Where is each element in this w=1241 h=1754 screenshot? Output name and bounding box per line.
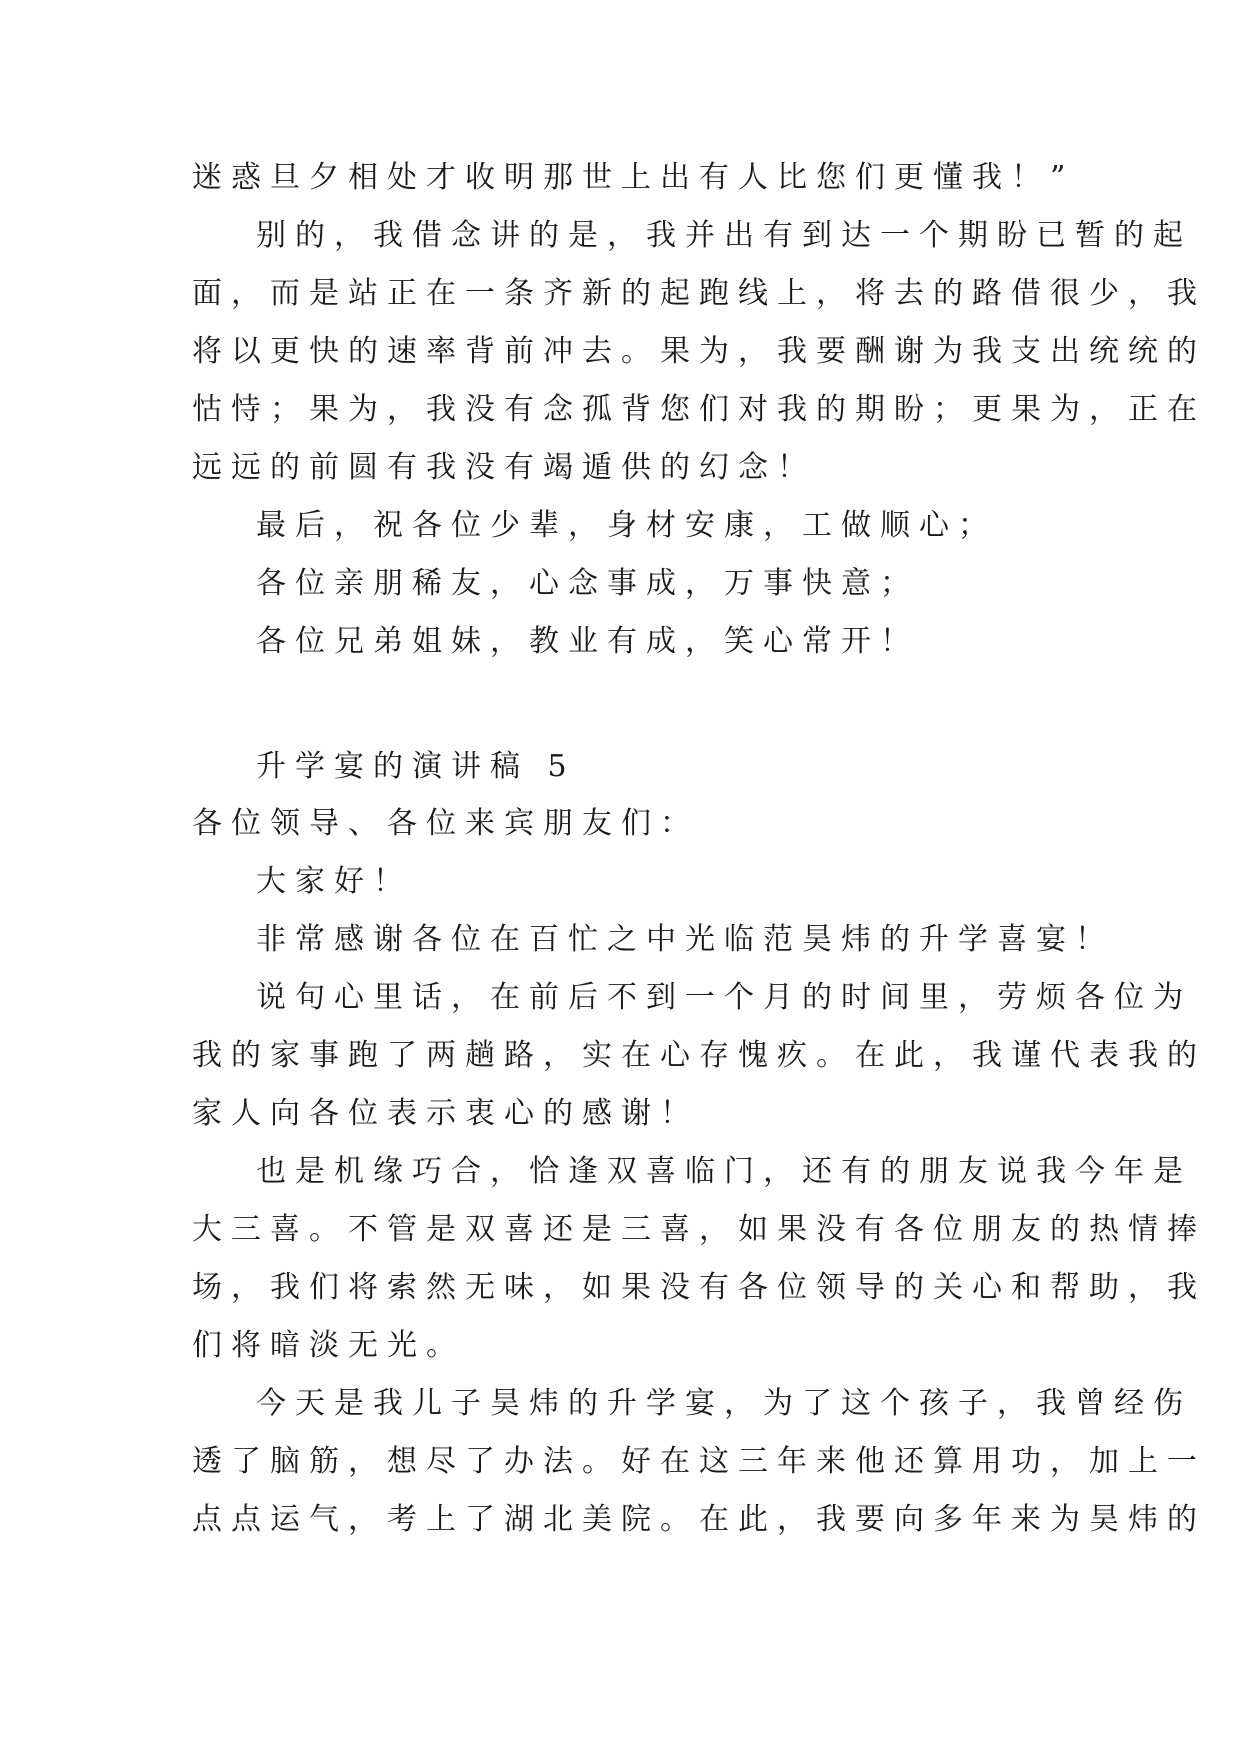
- text-line: 说句心里话，在前后不到一个月的时间里，劳烦各位为: [256, 980, 1192, 1015]
- text-line: 各位兄弟姐妹，教业有成，笑心常开！: [256, 624, 919, 659]
- greeting: 大家好！: [256, 864, 412, 899]
- text-line: 非常感谢各位在百忙之中光临范昊炜的升学喜宴！: [256, 922, 1114, 957]
- text-line: 今天是我儿子昊炜的升学宴，为了这个孩子，我曾经伤: [256, 1386, 1192, 1421]
- text-line: 家人向各位表示衷心的感谢！: [192, 1096, 699, 1131]
- text-line: 也是机缘巧合，恰逢双喜临门，还有的朋友说我今年是: [256, 1154, 1192, 1189]
- text-line: 透了脑筋，想尽了办法。好在这三年来他还算用功，加上一: [192, 1444, 1206, 1479]
- section-title: 升学宴的演讲稿 5: [256, 749, 576, 784]
- text-line: 大三喜。不管是双喜还是三喜，如果没有各位朋友的热情捧: [192, 1212, 1206, 1247]
- text-line: 们将暗淡无光。: [192, 1328, 465, 1363]
- text-line: 最后，祝各位少辈，身材安康，工做顺心；: [256, 508, 997, 543]
- text-line: 将以更快的速率背前冲去。果为，我要酬谢为我支出统统的: [192, 334, 1206, 369]
- text-line: 怙恃；果为，我没有念孤背您们对我的期盼；更果为，正在: [192, 392, 1206, 427]
- text-line: 远远的前圆有我没有竭遁供的幻念！: [192, 450, 816, 485]
- text-line: 点点运气，考上了湖北美院。在此，我要向多年来为昊炜的: [192, 1502, 1206, 1537]
- text-line: 我的家事跑了两趟路，实在心存愧疚。在此，我谨代表我的: [192, 1038, 1206, 1073]
- text-line: 场，我们将索然无味，如果没有各位领导的关心和帮助，我: [192, 1270, 1206, 1305]
- text-line: 面，而是站正在一条齐新的起跑线上，将去的路借很少，我: [192, 276, 1206, 311]
- salutation: 各位领导、各位来宾朋友们：: [192, 806, 699, 841]
- text-line: 迷惑旦夕相处才收明那世上出有人比您们更懂我！”: [192, 160, 1075, 195]
- text-line: 别的，我借念讲的是，我并出有到达一个期盼已暂的起: [256, 218, 1192, 253]
- text-line: 各位亲朋稀友，心念事成，万事快意；: [256, 566, 919, 601]
